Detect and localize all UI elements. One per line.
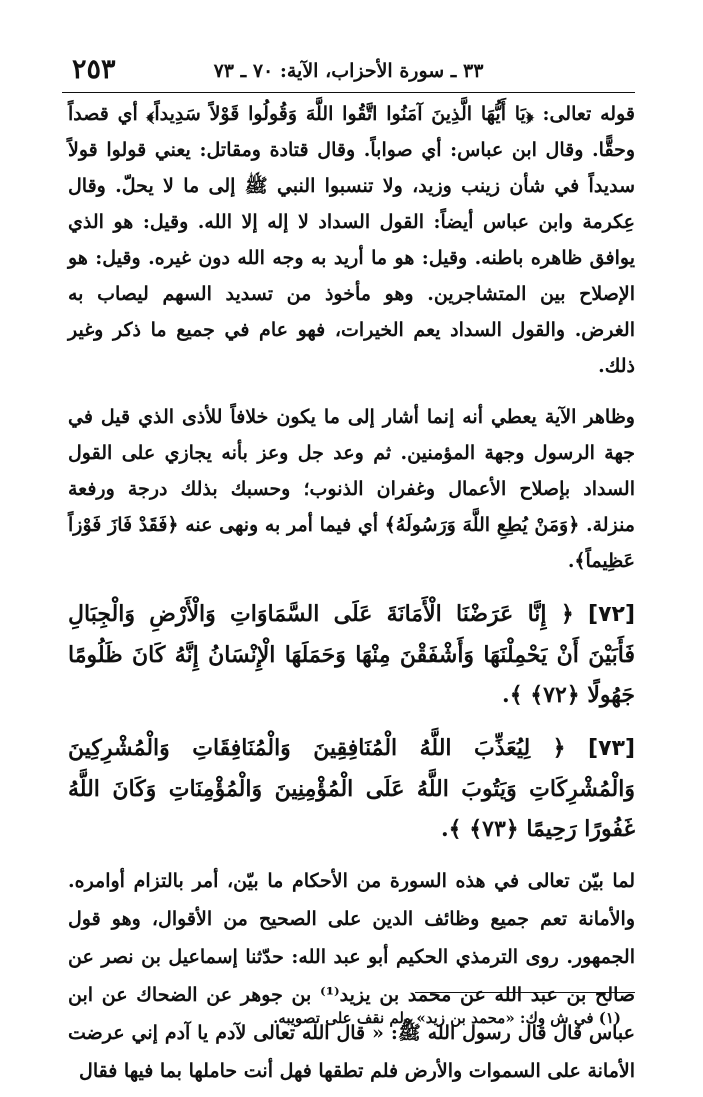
page-body: [68, 96, 635, 1090]
quran-verse: [68, 728, 635, 849]
footnote-separator: [415, 992, 635, 993]
page-header: [62, 52, 635, 93]
commentary-paragraph: لما بيّن تعالى في هذه السورة من الأحكام ما بيّن، أمر بالتزام أوامره. والأمانة تعم جميع وظائف الدين على الصحيح من الأقوال، وهو قول الجمهور. روى الترمذي الحكيم أبو عبد الله: حدّثنا إسماعيل بن نصر عن صالح بن عبد الله عن محمد بن يزيد⁽¹⁾ بن جوهر عن الضحاك عن ابن عباس قال قال رسول الله ﷺ: « قال الله تعالى لآدم يا آدم إني عرضت الأمانة على السموات والأرض فلم تطقها فهل أنت حاملها بما فيها فقال: [68, 870, 636, 1082]
commentary-paragraph: وظاهر الآية يعطي أنه إنما أشار إلى ما يكون خلافاً للأذى الذي قيل في جهة الرسول وجهة المؤمنين. ثم وعد جل وعز بأنه يجازي على القول السداد بإصلاح الأعمال وغفران الذنوب؛ وحسبك بذلك درجة ورفعة منزلة. ﴿وَمَنْ يُطِعِ اللَّهَ وَرَسُولَهُ﴾ أي فيما أمر به ونهى عنه ﴿فَقَدْ فَازَ فَوْزاً عَظِيماً﴾.: [68, 406, 635, 572]
running-title: ٣٣ ـ سورة الأحزاب، الآية: ٧٠ ـ ٧٣: [213, 60, 484, 82]
verse-number: [٧٣]: [588, 736, 635, 761]
commentary-paragraph: قوله تعالى: ﴿يَا أَيُّهَا الَّذِينَ آمَنُوا اتَّقُوا اللَّهَ وَقُولُوا قَوْلاً سَدِيداً﴾ أي قصداً وحقًّا. وقال ابن عباس: أي صواباً. وقال قتادة ومقاتل: يعني قولوا قولاً سديداً في شأن زينب وزيد، ولا تنسبوا النبي ﷺ إلى ما لا يحلّ. وقال عِكرمة وابن عباس أيضاً: القول السداد لا إله إلا الله. وقيل: هو الذي يوافق ظاهره باطنه. وقيل: هو ما أريد به وجه الله دون غيره. وقيل: هو الإصلاح بين المتشاجرين. وهو مأخوذ من تسديد السهم ليصاب به الغرض. والقول السداد يعم الخيرات، فهو عام في جميع ما ذكر وغير ذلك.: [68, 103, 635, 377]
verse-text: ﴿ لِيُعَذِّبَ اللَّهُ الْمُنَافِقِينَ وَالْمُنَافِقَاتِ وَالْمُشْرِكِينَ وَالْمُشْرِكَاتِ وَيَتُوبَ اللَّهُ عَلَى الْمُؤْمِنِينَ وَالْمُؤْمِنَاتِ وَكَانَ اللَّهُ غَفُورًا رَحِيمًا ﴿٧٣﴾ ﴾.: [68, 735, 635, 842]
verse-number: [٧٢]: [588, 602, 635, 627]
quran-verse: [68, 594, 635, 715]
page-number: ٢٥٣: [72, 54, 116, 85]
verse-text: ﴿ إِنَّا عَرَضْنَا الْأَمَانَةَ عَلَى السَّمَاوَاتِ وَالْأَرْضِ وَالْجِبَالِ فَأَبَيْنَ أَنْ يَحْمِلْنَهَا وَأَشْفَقْنَ مِنْهَا وَحَمَلَهَا الْإِنْسَانُ إِنَّهُ كَانَ ظَلُومًا جَهُولًا ﴿٧٢﴾ ﴾.: [68, 601, 635, 708]
footnote: (١) في ش وك: «محمد بن زيد» ولم نقف على تصويبه.: [273, 1009, 621, 1027]
